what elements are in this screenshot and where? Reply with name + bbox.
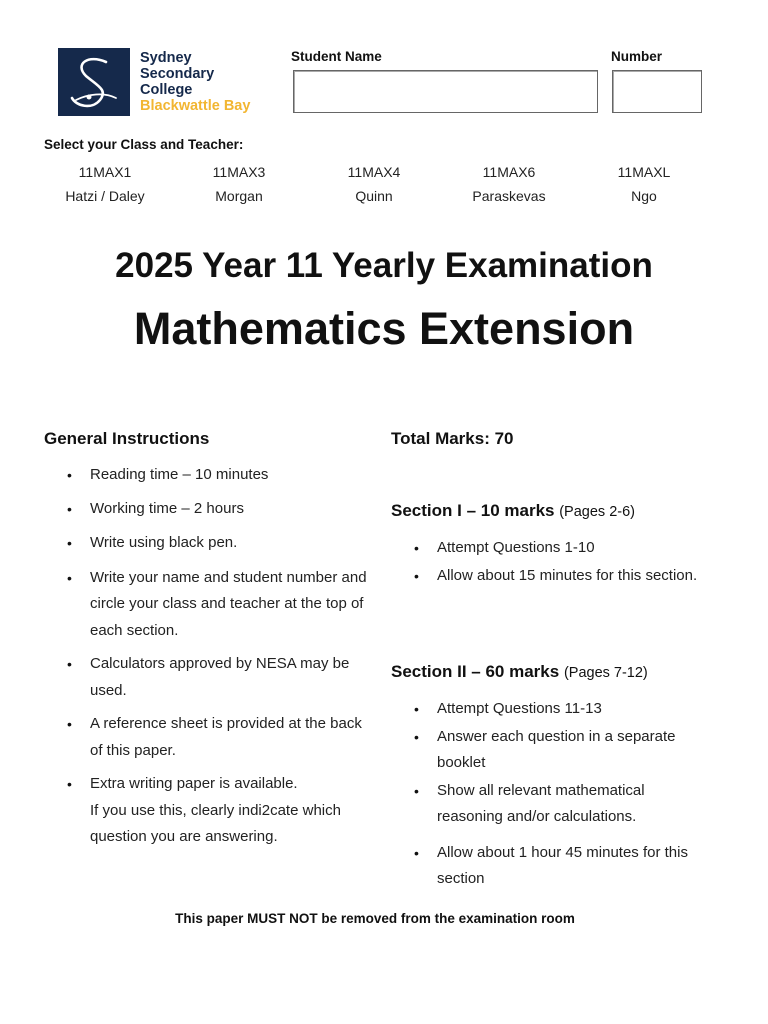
list-item: • Reading time – 10 minutes	[90, 462, 375, 489]
class-code: 11MAX3	[212, 164, 266, 180]
list-item	[90, 771, 375, 851]
list-item-line: Extra writing paper is available.	[90, 775, 298, 792]
total-marks: Total Marks: 70	[391, 429, 514, 448]
list-item: • Calculators approved by NESA may be used.	[90, 651, 375, 704]
class-teacher: Hatzi / Daley	[65, 188, 145, 204]
list-item: • Show all relevant mathematical reasoning and/or calculations.	[437, 778, 707, 831]
school-logo	[56, 48, 270, 118]
section-1-pages: (Pages 2-6)	[559, 504, 635, 520]
section-2-heading	[391, 662, 648, 682]
section-1-heading	[391, 501, 635, 521]
list-item: • Write using black pen.	[90, 530, 375, 557]
list-item: • Allow about 15 minutes for this section.	[437, 563, 717, 590]
class-code: 11MAX6	[482, 164, 536, 180]
logo-line-1: Sydney	[140, 50, 192, 66]
student-number-label: Number	[611, 49, 663, 64]
section-1-list	[437, 535, 717, 589]
class-option-11max6[interactable]	[444, 164, 574, 204]
student-name-label: Student Name	[291, 49, 382, 64]
section-1-title: Section I – 10 marks	[391, 501, 555, 520]
section-2-title: Section II – 60 marks	[391, 662, 560, 681]
list-item: • A reference sheet is provided at the back of this paper.	[90, 711, 375, 764]
class-code: 11MAXL	[617, 164, 671, 180]
list-item: • Attempt Questions 11-13	[437, 696, 707, 723]
section-2-pages: (Pages 7-12)	[563, 665, 648, 681]
student-name-field[interactable]	[293, 70, 598, 113]
footer-notice: This paper MUST NOT be removed from the examination room	[175, 911, 575, 926]
list-item: • Write your name and student number and circle your class and teacher at the top of each section.	[90, 565, 375, 645]
class-code: 11MAX4	[347, 164, 401, 180]
class-select-label: Select your Class and Teacher:	[44, 137, 244, 152]
student-number-field[interactable]	[612, 70, 702, 113]
class-teacher: Morgan	[215, 188, 263, 204]
list-item: • Allow about 1 hour 45 minutes for this section	[437, 840, 707, 893]
class-teacher: Ngo	[631, 188, 657, 204]
class-teacher: Quinn	[355, 188, 393, 204]
logo-line-4: Blackwattle Bay	[140, 98, 251, 114]
class-option-11max3[interactable]	[174, 164, 304, 204]
list-item: • Working time – 2 hours	[90, 496, 375, 523]
list-item-line: If you use this, clearly indi2cate which question you are answering.	[90, 801, 341, 845]
general-instructions-heading: General Instructions	[44, 429, 210, 448]
logo-line-3: College	[140, 82, 193, 98]
logo-line-2: Secondary	[140, 66, 215, 82]
school-crest-icon	[58, 48, 130, 116]
general-instructions-list	[90, 462, 375, 851]
class-option-11max4[interactable]	[309, 164, 439, 204]
list-item: • Attempt Questions 1-10	[437, 535, 717, 562]
exam-title: 2025 Year 11 Yearly Examination	[115, 246, 653, 285]
class-option-11maxl[interactable]	[579, 164, 709, 204]
subject-title: Mathematics Extension	[133, 303, 635, 354]
list-item: • Answer each question in a separate booklet	[437, 724, 707, 777]
class-teacher: Paraskevas	[472, 188, 546, 204]
class-option-11max1[interactable]	[40, 164, 170, 204]
class-code: 11MAX1	[78, 164, 132, 180]
section-2-list	[437, 696, 707, 893]
